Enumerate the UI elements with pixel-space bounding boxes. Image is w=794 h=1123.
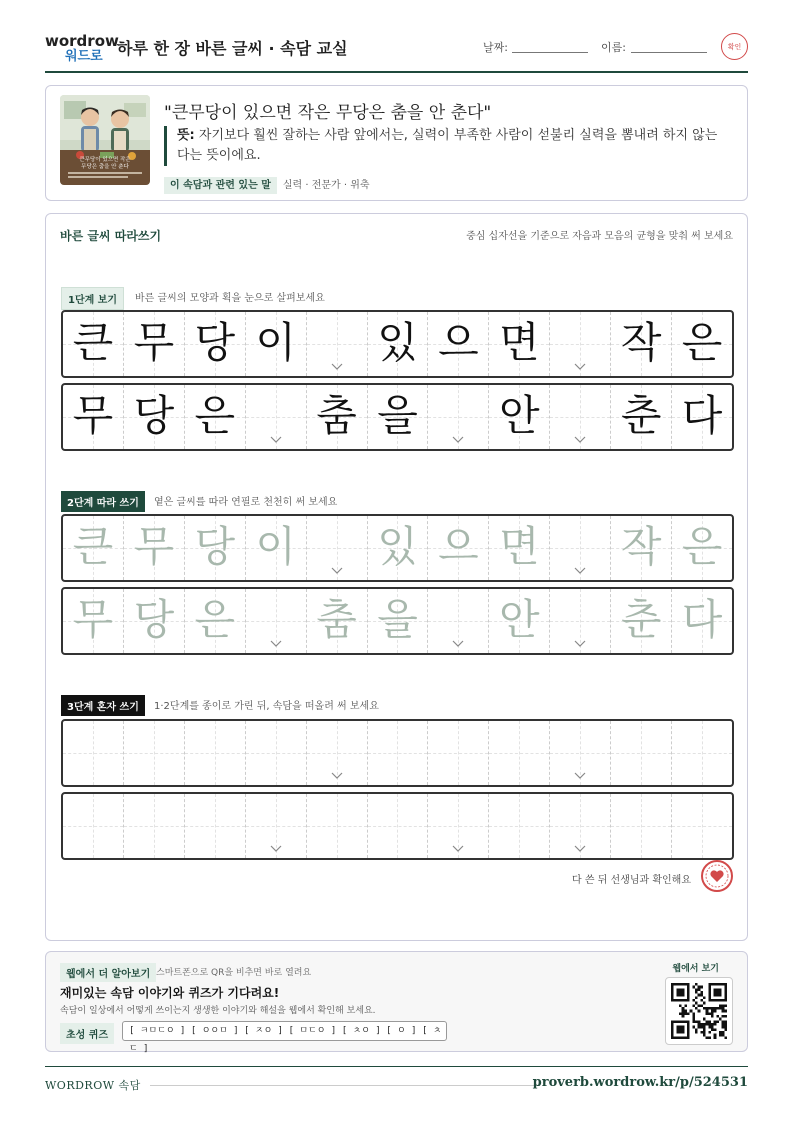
proverb-illustration [60,95,150,185]
grid-character: 은 [681,318,723,367]
grid-character: 으 [438,522,479,571]
grid-cell [124,385,185,449]
grid-cell [307,385,368,449]
grid-character: 당 [194,522,236,571]
confirm-stamp-icon [721,33,748,60]
grid-cell[interactable] [246,721,307,785]
space-marker-icon [574,363,586,371]
grid-character: 큰 [72,318,114,367]
grid-character: 이 [255,318,296,367]
grid-cell[interactable] [611,516,672,580]
grid-cell[interactable] [550,794,611,858]
grid-cell[interactable] [489,589,550,653]
qr-label: 웹에서 보기 [672,964,719,974]
grid-character: 무 [72,391,114,440]
web-hint: 스마트폰으로 QR을 비추면 바로 열려요 [156,968,312,978]
step3-row-1[interactable] [61,719,734,787]
practice-card [45,213,748,941]
space-marker-icon [452,436,464,444]
grid-cell[interactable] [185,589,246,653]
svg-text:무당은 춤을 안 춘다: 무당은 춤을 안 춘다 [81,164,129,170]
grid-cell[interactable] [307,794,368,858]
grid-cell [246,385,307,449]
step2-row-2[interactable] [61,587,734,655]
grid-cell [307,312,368,376]
grid-character: 다 [681,595,723,644]
check-note: 다 쓴 뒤 선생님과 확인해요 [572,875,691,886]
grid-character: 있 [377,318,418,367]
grid-cell [428,312,489,376]
grid-cell[interactable] [428,794,489,858]
proverb-info-card [45,85,748,201]
grid-cell [246,312,307,376]
grid-cell[interactable] [428,721,489,785]
space-marker-icon [452,640,464,648]
grid-character: 면 [499,318,540,367]
step1-row-2 [61,383,734,451]
quiz-label: 초성 퀴즈 [60,1023,114,1044]
web-description: 속담이 일상에서 어떻게 쓰이는지 생생한 이야기와 해설을 웹에서 확인해 보세요. [60,1006,376,1016]
grid-cell[interactable] [368,516,429,580]
footer-brand: WORDROW 속담 [45,1079,141,1092]
grid-cell[interactable] [672,516,732,580]
grid-cell[interactable] [550,589,611,653]
grid-cell [63,312,124,376]
space-marker-icon [270,436,282,444]
grid-character: 을 [377,595,418,644]
grid-cell [489,312,550,376]
grid-character: 다 [681,391,723,440]
space-marker-icon [574,436,586,444]
space-marker-icon [270,845,282,853]
grid-character: 무 [133,522,175,571]
grid-character: 큰 [72,522,114,571]
grid-cell[interactable] [489,794,550,858]
grid-cell [489,385,550,449]
grid-cell[interactable] [124,589,185,653]
grid-cell [185,385,246,449]
name-label: 이름: [601,41,626,54]
grid-cell[interactable] [672,794,732,858]
space-marker-icon [270,640,282,648]
grid-cell[interactable] [368,721,429,785]
grid-cell[interactable] [550,516,611,580]
grid-cell[interactable] [489,721,550,785]
proverb-title: "큰무당이 있으면 작은 무당은 춤을 안 춘다" [164,103,492,123]
grid-cell [611,312,672,376]
step2-row-1[interactable] [61,514,734,582]
page-header [45,30,748,73]
grid-character: 을 [377,391,418,440]
space-marker-icon [574,567,586,575]
grid-cell[interactable] [246,794,307,858]
grid-cell[interactable] [672,589,732,653]
grid-cell [368,312,429,376]
grid-character: 안 [499,595,540,644]
grid-cell [368,385,429,449]
svg-text:큰무당이 있으면 작은: 큰무당이 있으면 작은 [79,157,131,163]
grid-cell [611,385,672,449]
related-words [164,176,370,191]
web-tag: 웹에서 더 알아보기 [60,963,156,982]
logo-korean: 워드로 [65,49,103,64]
grid-cell [550,385,611,449]
grid-cell [672,385,732,449]
grid-character: 무 [72,595,114,644]
grid-cell [185,312,246,376]
grid-character: 작 [620,522,662,571]
space-marker-icon [331,363,343,371]
grid-cell[interactable] [489,516,550,580]
grid-character: 은 [681,522,723,571]
stamp-text: 확인 [727,42,742,51]
grid-character: 있 [377,522,418,571]
grid-cell[interactable] [124,516,185,580]
grid-cell [63,385,124,449]
related-list: 실력 · 전문가 · 위축 [282,180,370,191]
grid-character: 춘 [620,595,662,644]
grid-cell[interactable] [611,589,672,653]
grid-cell [428,385,489,449]
grid-cell[interactable] [246,589,307,653]
step3-desc: 1·2단계를 종이로 가린 뒤, 속담을 떠올려 써 보세요 [154,701,379,712]
space-marker-icon [574,640,586,648]
web-headline: 재미있는 속담 이야기와 퀴즈가 기다려요! [60,986,280,1000]
grid-cell[interactable] [550,721,611,785]
grid-cell[interactable] [611,794,672,858]
chosung-quiz: [ ㅋㅁㄷㅇ ] [ ㅇㅇㅁ ] [ ㅈㅇ ] [ ㅁㄷㅇ ] [ ㅊㅇ ] [ ㅇ ] [ ㅊㄷ ] [122,1021,447,1041]
footer-url[interactable]: proverb.wordrow.kr/p/524531 [532,1075,748,1090]
proverb-meaning [164,126,724,166]
grid-cell[interactable] [124,721,185,785]
section-note: 중심 십자선을 기준으로 자음과 모음의 균형을 맞춰 써 보세요 [466,231,733,242]
step1-tag: 1단계 보기 [61,287,124,310]
grid-cell[interactable] [307,516,368,580]
grid-cell[interactable] [185,721,246,785]
grid-character: 작 [620,318,662,367]
grid-character: 당 [133,595,175,644]
space-marker-icon [331,567,343,575]
grid-cell[interactable] [63,794,124,858]
grid-cell[interactable] [307,589,368,653]
web-promo-card [45,951,748,1052]
footer-divider [150,1085,540,1086]
meaning-text: 자기보다 훨씬 잘하는 사람 앞에서는, 실력이 부족한 사람이 섣불리 실력을 뽐내려 하지 않는다는 뜻이에요. [177,128,718,163]
grid-cell[interactable] [63,721,124,785]
grid-cell[interactable] [428,589,489,653]
page-footer [45,1066,748,1096]
page-title: 하루 한 장 바른 글씨 · 속담 교실 [117,39,348,58]
grid-cell[interactable] [368,794,429,858]
grid-cell[interactable] [185,516,246,580]
logo-text: wordrow [45,32,119,50]
step2-tag: 2단계 따라 쓰기 [61,491,145,512]
grid-character: 춤 [316,391,357,440]
grid-character: 당 [133,391,175,440]
grid-cell[interactable] [124,794,185,858]
grid-character: 면 [499,522,540,571]
grid-character: 안 [499,391,540,440]
grid-cell[interactable] [611,721,672,785]
space-marker-icon [574,772,586,780]
step3-tag: 3단계 혼자 쓰기 [61,695,145,716]
step3-row-2[interactable] [61,792,734,860]
grid-cell[interactable] [307,721,368,785]
date-label: 날짜: [483,41,508,54]
grid-cell[interactable] [672,721,732,785]
grid-cell[interactable] [246,516,307,580]
space-marker-icon [452,845,464,853]
grid-cell [550,312,611,376]
grid-character: 춤 [316,595,357,644]
step1-desc: 바른 글씨의 모양과 획을 눈으로 살펴보세요 [135,293,325,304]
step2-desc: 옅은 글씨를 따라 연필로 천천히 써 보세요 [154,497,338,508]
grid-cell [672,312,732,376]
name-field[interactable] [631,52,707,53]
section-title: 바른 글씨 따라쓰기 [60,229,162,243]
space-marker-icon [574,845,586,853]
related-tag: 이 속담과 관련 있는 말 [164,177,277,194]
grid-character: 으 [438,318,479,367]
grid-cell[interactable] [63,589,124,653]
qr-code-icon[interactable] [665,977,733,1045]
space-marker-icon [331,772,343,780]
grid-character: 은 [194,391,236,440]
grid-character: 춘 [620,391,662,440]
meaning-label: 뜻: [177,128,195,143]
grid-character: 이 [255,522,296,571]
grid-cell[interactable] [368,589,429,653]
grid-cell[interactable] [428,516,489,580]
grid-character: 무 [133,318,175,367]
date-field[interactable] [512,52,588,53]
step1-row-1 [61,310,734,378]
teacher-stamp-icon [701,860,733,892]
grid-cell[interactable] [185,794,246,858]
grid-cell[interactable] [63,516,124,580]
grid-cell [124,312,185,376]
grid-character: 당 [194,318,236,367]
grid-character: 은 [194,595,236,644]
